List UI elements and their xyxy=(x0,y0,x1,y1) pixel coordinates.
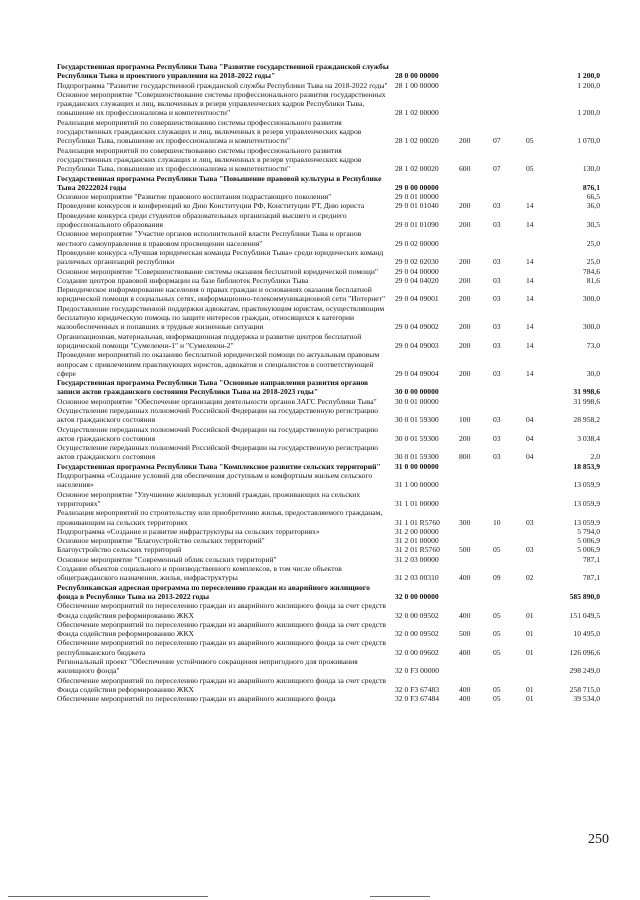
subsection-code: 02 xyxy=(526,573,534,583)
subsection-code: 14 xyxy=(526,322,534,332)
target-article-code: 30 0 01 59300 xyxy=(395,452,439,462)
amount: 5 794,0 xyxy=(577,526,600,536)
expense-type-code: 400 xyxy=(459,610,471,620)
expense-type-code: 200 xyxy=(459,201,471,211)
expense-type-code: 400 xyxy=(459,573,471,583)
row-name: Государственная программа Республики Тыва "Основные направления развития органов записи актов гражданского состояния Республики Тыва на 2018-2023 годы" xyxy=(57,378,369,397)
row-name: Государственная программа Республики Тыва "Развитие государственной гражданской службы Республики Тыва и проектного управления на 2018-2022 годы" xyxy=(57,62,389,81)
expense-type-code: 200 xyxy=(459,136,471,146)
target-article-code: 30 0 01 59300 xyxy=(395,415,439,425)
target-article-code: 29 0 04 09003 xyxy=(395,340,439,350)
amount: 130,0 xyxy=(582,164,600,174)
target-article-code: 28 1 00 00000 xyxy=(395,80,439,90)
target-article-code: 32 0 00 00000 xyxy=(395,591,439,601)
row-name: Предоставление государственной поддержки адвокатам, практикующим юристам, осуществляющим бесплатную юридическую помощь по защите интересов граждан, относящихся к категории малообеспеченных и попавших в трудные жизненные ситуации xyxy=(57,303,385,332)
target-article-code: 31 2 03 00310 xyxy=(395,573,439,583)
amount: 30,0 xyxy=(586,368,600,378)
row-name: Государственная программа Республики Тыва "Повышение правовой культуры в Республике Тыва 20222024 годы xyxy=(57,173,382,192)
section-code: 03 xyxy=(493,340,501,350)
target-article-code: 29 0 04 09002 xyxy=(395,322,439,332)
row-name: Создание центров правовой информации на базе библиотек Республики Тыва xyxy=(57,275,309,285)
table-row xyxy=(57,90,602,118)
budget-table xyxy=(57,62,602,703)
amount: 73,0 xyxy=(586,340,600,350)
amount: 28 958,2 xyxy=(573,415,600,425)
row-name: Региональный проект "Обеспечение устойчивого сокращения непригодного для проживания жилищного фонда" xyxy=(57,657,358,676)
amount: 10 495,0 xyxy=(573,629,600,639)
table-row xyxy=(57,583,602,602)
section-code: 05 xyxy=(493,694,501,704)
target-article-code: 32 0 F3 67483 xyxy=(395,684,440,694)
target-article-code: 29 0 04 09004 xyxy=(395,368,439,378)
table-row xyxy=(57,620,602,639)
subsection-code: 01 xyxy=(526,694,534,704)
amount: 585 890,0 xyxy=(569,591,600,601)
subsection-code: 14 xyxy=(526,201,534,211)
table-row xyxy=(57,304,602,332)
row-name: Основное мероприятие "Современный облик сельских территорий" xyxy=(57,554,277,564)
expense-type-code: 200 xyxy=(459,257,471,267)
subsection-code: 14 xyxy=(526,220,534,230)
amount: 1 200,0 xyxy=(577,71,600,81)
subsection-code: 01 xyxy=(526,647,534,657)
table-row xyxy=(57,276,602,285)
amount: 300,0 xyxy=(582,322,600,332)
expense-type-code: 800 xyxy=(459,452,471,462)
amount: 31 998,6 xyxy=(573,396,600,406)
amount: 36,0 xyxy=(586,201,600,211)
table-row xyxy=(57,211,602,230)
section-code: 07 xyxy=(493,136,501,146)
amount: 1 200,0 xyxy=(577,80,600,90)
amount: 787,1 xyxy=(582,573,600,583)
amount: 876,1 xyxy=(582,182,600,192)
row-name: Осуществление переданных полномочий Российской Федерации на государственную регистрацию актов гражданского состояния xyxy=(57,443,379,462)
amount: 5 006,9 xyxy=(577,545,600,555)
amount: 258 715,0 xyxy=(569,684,600,694)
table-row xyxy=(57,638,602,657)
table-row xyxy=(57,192,602,201)
target-article-code: 29 0 04 04020 xyxy=(395,275,439,285)
row-name: Проведение конкурсов и конференций ко Дню Конституции РФ, Конституции РТ, Дню юриста xyxy=(57,201,365,211)
table-row xyxy=(57,81,602,90)
table-row xyxy=(57,146,602,174)
section-code: 09 xyxy=(493,573,501,583)
section-code: 05 xyxy=(493,545,501,555)
section-code: 03 xyxy=(493,368,501,378)
target-article-code: 29 0 00 00000 xyxy=(395,182,439,192)
target-article-code: 29 0 01 01090 xyxy=(395,220,439,230)
subsection-code: 04 xyxy=(526,415,534,425)
row-name: Реализация мероприятий по совершенствованию системы профессионального развития государственных гражданских служащих и лиц, включенных в резерв управленческих кадров Республики Тыва, повышение их профессионализма и компетентности" xyxy=(57,145,362,174)
row-name: Обеспечение мероприятий по переселению граждан из аварийного жилищного фонда за счет средств Фонда содействия реформированию ЖКХ xyxy=(57,601,386,620)
subsection-code: 01 xyxy=(526,610,534,620)
table-row xyxy=(57,527,602,536)
table-row xyxy=(57,406,602,425)
expense-type-code: 200 xyxy=(459,220,471,230)
amount: 13 059,9 xyxy=(573,517,600,527)
subsection-code: 14 xyxy=(526,340,534,350)
table-row xyxy=(57,248,602,267)
subsection-code: 01 xyxy=(526,684,534,694)
target-article-code: 31 2 00 00000 xyxy=(395,526,439,536)
amount: 151 049,5 xyxy=(569,610,600,620)
target-article-code: 31 2 01 R5760 xyxy=(395,545,440,555)
section-code: 03 xyxy=(493,415,501,425)
section-code: 05 xyxy=(493,629,501,639)
row-name: Основное мероприятие "Обеспечение организации деятельности органов ЗАГС Республики Тыва" xyxy=(57,396,377,406)
table-row xyxy=(57,425,602,444)
target-article-code: 28 1 02 00020 xyxy=(395,136,439,146)
target-article-code: 32 0 F3 67484 xyxy=(395,694,440,704)
row-name: Основное мероприятие "Совершенствование системы оказания бесплатной юридической помощи" xyxy=(57,266,378,276)
subsection-code: 01 xyxy=(526,629,534,639)
amount: 1 070,0 xyxy=(577,136,600,146)
row-name: Основное мероприятие "Улучшение жилищных условий граждан, проживающих на сельских территориях" xyxy=(57,489,361,508)
amount: 787,1 xyxy=(582,554,600,564)
table-row xyxy=(57,471,602,490)
row-name: Проведение конкурса «Лучшая юридическая команда Республики Тыва» среди юридических команд различных организаций республики xyxy=(57,247,384,267)
expense-type-code: 200 xyxy=(459,340,471,350)
amount: 13 059,9 xyxy=(573,480,600,490)
amount: 31 998,6 xyxy=(573,387,600,397)
row-name: Осуществление переданных полномочий Российской Федерации на государственную регистрацию актов гражданского состояния xyxy=(57,424,379,443)
row-name: Основное мероприятие "Развитие правового воспитания подрастающего поколения" xyxy=(57,192,332,202)
table-row xyxy=(57,443,602,462)
expense-type-code: 600 xyxy=(459,164,471,174)
table-row xyxy=(57,397,602,406)
target-article-code: 30 0 00 00000 xyxy=(395,387,439,397)
amount: 81,6 xyxy=(586,275,600,285)
table-row xyxy=(57,229,602,248)
target-article-code: 29 0 02 02030 xyxy=(395,257,439,267)
target-article-code: 32 0 00 09502 xyxy=(395,610,439,620)
target-article-code: 29 0 01 00000 xyxy=(395,192,439,202)
target-article-code: 28 1 02 00000 xyxy=(395,108,439,118)
subsection-code: 14 xyxy=(526,368,534,378)
section-code: 03 xyxy=(493,201,501,211)
subsection-code: 04 xyxy=(526,452,534,462)
section-code: 03 xyxy=(493,294,501,304)
row-name: Реализация мероприятий по строительству или приобретению жилья, предоставляемого гражданам, проживающим на сельских территориях xyxy=(57,508,383,527)
target-article-code: 29 0 04 00000 xyxy=(395,266,439,276)
row-name: Периодическое информирование населения о правах граждан и основаниях оказания бесплатной юридической помощи в социальных сетях, информационно-телекоммуникационной сети "Интернет" xyxy=(57,285,386,304)
section-code: 03 xyxy=(493,322,501,332)
amount: 66,5 xyxy=(586,192,600,202)
target-article-code: 31 2 03 00000 xyxy=(395,554,439,564)
target-article-code: 29 0 02 00000 xyxy=(395,238,439,248)
section-code: 05 xyxy=(493,610,501,620)
row-name: Осуществление переданных полномочий Российской Федерации на государственную регистрацию актов гражданского состояния xyxy=(57,405,379,425)
section-code: 05 xyxy=(493,647,501,657)
expense-type-code: 200 xyxy=(459,368,471,378)
table-row xyxy=(57,62,602,81)
table-row xyxy=(57,676,602,695)
expense-type-code: 400 xyxy=(459,694,471,704)
row-name: Основное мероприятие "Благоустройство сельских территорий" xyxy=(57,536,265,546)
section-code: 03 xyxy=(493,257,501,267)
subsection-code: 03 xyxy=(526,517,534,527)
amount: 13 059,9 xyxy=(573,498,600,508)
target-article-code: 32 0 F3 00000 xyxy=(395,666,440,676)
expense-type-code: 200 xyxy=(459,294,471,304)
table-row xyxy=(57,536,602,545)
target-article-code: 31 0 00 00000 xyxy=(395,461,439,471)
target-article-code: 31 1 01 R5760 xyxy=(395,517,440,527)
subsection-code: 05 xyxy=(526,136,534,146)
row-name: Обеспечение мероприятий по переселению граждан из аварийного жилищного фонда за счет средств Фонда содействия реформированию ЖКХ xyxy=(57,619,386,639)
target-article-code: 30 0 01 59300 xyxy=(395,433,439,443)
section-code: 07 xyxy=(493,164,501,174)
row-name: Основное мероприятие "Участие органов исполнительной власти Республики Тыва и органов местного самоуправления в правовом просвещении населения" xyxy=(57,229,362,248)
subsection-code: 14 xyxy=(526,275,534,285)
table-row xyxy=(57,657,602,676)
expense-type-code: 200 xyxy=(459,433,471,443)
expense-type-code: 500 xyxy=(459,545,471,555)
expense-type-code: 200 xyxy=(459,275,471,285)
row-name: Проведение мероприятий по оказанию бесплатной юридической помощи по актуальным правовым вопросам с привлечением практикующих юристов, адвокатов и специалистов в соответствующей сфере xyxy=(57,350,380,378)
expense-type-code: 100 xyxy=(459,415,471,425)
target-article-code: 31 1 01 00000 xyxy=(395,498,439,508)
section-code: 10 xyxy=(493,517,501,527)
row-name: Благоустройство сельских территорий xyxy=(57,545,182,555)
row-name: Обеспечение мероприятий по переселению граждан из аварийного жилищного фонда за счет средств республиканского бюджета xyxy=(57,638,386,657)
target-article-code: 30 0 01 00000 xyxy=(395,396,439,406)
amount: 298 249,0 xyxy=(569,666,600,676)
row-name: Обеспечение мероприятий по переселению граждан из аварийного жилищного фонда за счет средств Фонда содействия реформированию ЖКХ xyxy=(57,675,386,694)
scan-artifact-line xyxy=(370,896,430,897)
amount: 25,0 xyxy=(586,257,600,267)
subsection-code: 14 xyxy=(526,257,534,267)
section-code: 03 xyxy=(493,220,501,230)
amount: 39 534,0 xyxy=(573,694,600,704)
table-row xyxy=(57,285,602,304)
table-row xyxy=(57,201,602,210)
table-row xyxy=(57,332,602,351)
row-name: Подпрограмма «Создание и развитие инфраструктуры на сельских территориях» xyxy=(57,526,320,536)
amount: 300,0 xyxy=(582,294,600,304)
table-row xyxy=(57,118,602,146)
subsection-code: 14 xyxy=(526,294,534,304)
amount: 126 096,6 xyxy=(569,647,600,657)
amount: 784,6 xyxy=(582,266,600,276)
amount: 5 006,9 xyxy=(577,536,600,546)
subsection-code: 05 xyxy=(526,164,534,174)
target-article-code: 29 0 04 09001 xyxy=(395,294,439,304)
expense-type-code: 300 xyxy=(459,517,471,527)
table-row xyxy=(57,267,602,276)
table-row xyxy=(57,462,602,471)
amount: 3 038,4 xyxy=(577,433,600,443)
amount: 2,0 xyxy=(590,452,600,462)
row-name: Обеспечение мероприятий по переселению граждан из аварийного жилищного фонда xyxy=(57,694,336,704)
row-name: Реализация мероприятий по совершенствованию системы профессионального развития государственных гражданских служащих и лиц, включенных в резерв управленческих кадров Республики Тыва, повышение их профессионализма и компетентности" xyxy=(57,117,362,146)
row-name: Подпрограмма «Создание условий для обеспечения доступным и комфортным жильем сельского населения» xyxy=(57,471,373,490)
table-row xyxy=(57,601,602,620)
row-name: Проведение конкурса среди студентов образовательных организаций высшего и среднего профессионального образования xyxy=(57,210,347,230)
subsection-code: 03 xyxy=(526,545,534,555)
target-article-code: 31 1 00 00000 xyxy=(395,480,439,490)
table-row xyxy=(57,555,602,564)
row-name: Государственная программа Республики Тыва "Комплексное развитие сельских территорий" xyxy=(57,461,381,471)
amount: 18 853,9 xyxy=(573,461,600,471)
target-article-code: 28 1 02 00020 xyxy=(395,164,439,174)
row-name: Создание объектов социального и производственного комплексов, в том числе объектов общегражданского назначения, жилья, инфраструктуры xyxy=(57,564,342,583)
target-article-code: 32 0 00 09602 xyxy=(395,647,439,657)
row-name: Основное мероприятие "Совершенствование системы профессионального развития государственных гражданских служащих и лиц, включенных в резерв управленческих кадров Республики Тыва, повышение их профессионализма и компетентности" xyxy=(57,89,386,118)
table-row xyxy=(57,174,602,193)
table-row xyxy=(57,564,602,583)
target-article-code: 31 2 01 00000 xyxy=(395,536,439,546)
expense-type-code: 400 xyxy=(459,684,471,694)
scan-artifact-line xyxy=(8,896,208,897)
table-row xyxy=(57,490,602,509)
expense-type-code: 400 xyxy=(459,647,471,657)
row-name: Республиканская адресная программа по переселению граждан из аварийного жилищного фонда в Республике Тыва на 2013-2022 годы xyxy=(57,582,370,601)
section-code: 03 xyxy=(493,433,501,443)
amount: 1 200,0 xyxy=(577,108,600,118)
expense-type-code: 200 xyxy=(459,322,471,332)
expense-type-code: 500 xyxy=(459,629,471,639)
table-row xyxy=(57,508,602,527)
target-article-code: 28 0 00 00000 xyxy=(395,71,439,81)
page-number: 250 xyxy=(588,832,609,847)
target-article-code: 29 0 01 01040 xyxy=(395,201,439,211)
section-code: 03 xyxy=(493,275,501,285)
table-row xyxy=(57,545,602,554)
table-row xyxy=(57,350,602,378)
table-row xyxy=(57,378,602,397)
amount: 25,0 xyxy=(586,238,600,248)
amount: 30,5 xyxy=(586,220,600,230)
section-code: 05 xyxy=(493,684,501,694)
row-name: Организационная, материальная, информационная поддержка и развитие центров бесплатной юридической помощи "Сумелекчи-1" и "Сумелекчи-2" xyxy=(57,331,362,350)
section-code: 03 xyxy=(493,452,501,462)
row-name: Подпрограмма "Развитие государственной гражданской службы Республики Тыва на 2018-2022 годы" xyxy=(57,80,388,90)
subsection-code: 04 xyxy=(526,433,534,443)
table-row xyxy=(57,694,602,703)
target-article-code: 32 0 00 09502 xyxy=(395,629,439,639)
